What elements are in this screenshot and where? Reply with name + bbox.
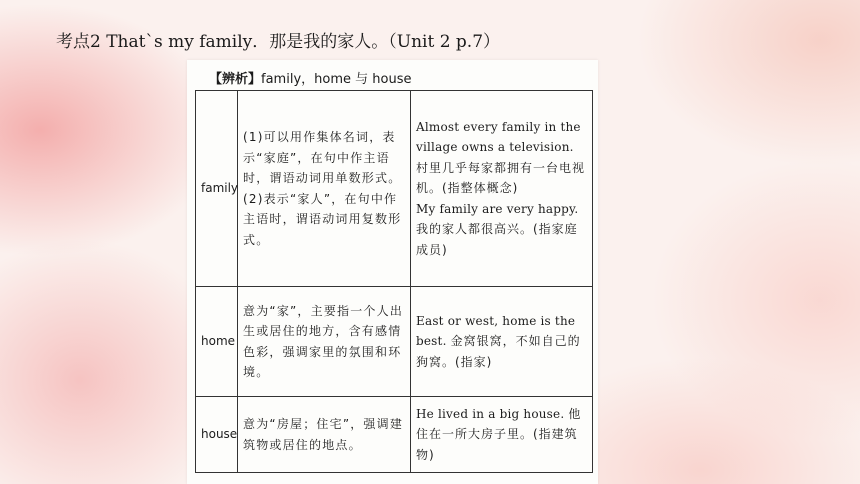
example-zh: 他住在一所大房子里。(指建筑物) bbox=[416, 406, 582, 462]
table-title-bracket: 【辨析】 bbox=[209, 72, 262, 87]
term-family: family bbox=[196, 91, 238, 287]
meaning-text: 意为“家”，主要指一个人出生或居住的地方，含有感情色彩，强调家里的氛围和环境。 bbox=[243, 303, 404, 379]
meaning-cell bbox=[238, 91, 411, 287]
example-en: He lived in a big house. bbox=[416, 406, 565, 421]
term-house: house bbox=[196, 397, 238, 473]
comparison-table bbox=[195, 90, 593, 473]
table-title bbox=[209, 68, 411, 87]
meaning-text: (2)表示“家人”，在句中作主语时，谓语动词用复数形式。 bbox=[243, 191, 402, 247]
example-zh: 金窝银窝，不如自己的狗窝。(指家) bbox=[416, 334, 581, 369]
meaning-text: (1)可以用作集体名词，表示“家庭”，在句中作主语时，谓语动词用单数形式。 bbox=[243, 130, 402, 185]
table-row bbox=[196, 287, 593, 397]
example-en: My family are very happy. bbox=[416, 201, 579, 216]
example-cell bbox=[411, 287, 593, 397]
table-row bbox=[196, 91, 593, 287]
example-zh: 我的家人都很高兴。(指家庭成员) bbox=[416, 222, 578, 257]
example-en: East or west, home is the best. bbox=[416, 313, 576, 349]
scanned-table-image bbox=[187, 60, 598, 484]
slide-heading: 考点2 That`s my family．那是我的家人。（Unit 2 p.7） bbox=[56, 32, 501, 52]
meaning-cell bbox=[238, 287, 411, 397]
table-row bbox=[196, 397, 593, 473]
meaning-text: 意为“房屋；住宅”，强调建筑物或居住的地点。 bbox=[243, 417, 404, 452]
meaning-cell bbox=[238, 397, 411, 473]
term-home: home bbox=[196, 287, 238, 397]
example-cell bbox=[411, 397, 593, 473]
example-zh: 村里几乎每家都拥有一台电视机。(指整体概念) bbox=[416, 160, 586, 196]
example-cell bbox=[411, 91, 593, 287]
example-en: Almost every family in the village owns a television. bbox=[416, 119, 581, 155]
table-title-text: family，home 与 house bbox=[261, 72, 412, 87]
